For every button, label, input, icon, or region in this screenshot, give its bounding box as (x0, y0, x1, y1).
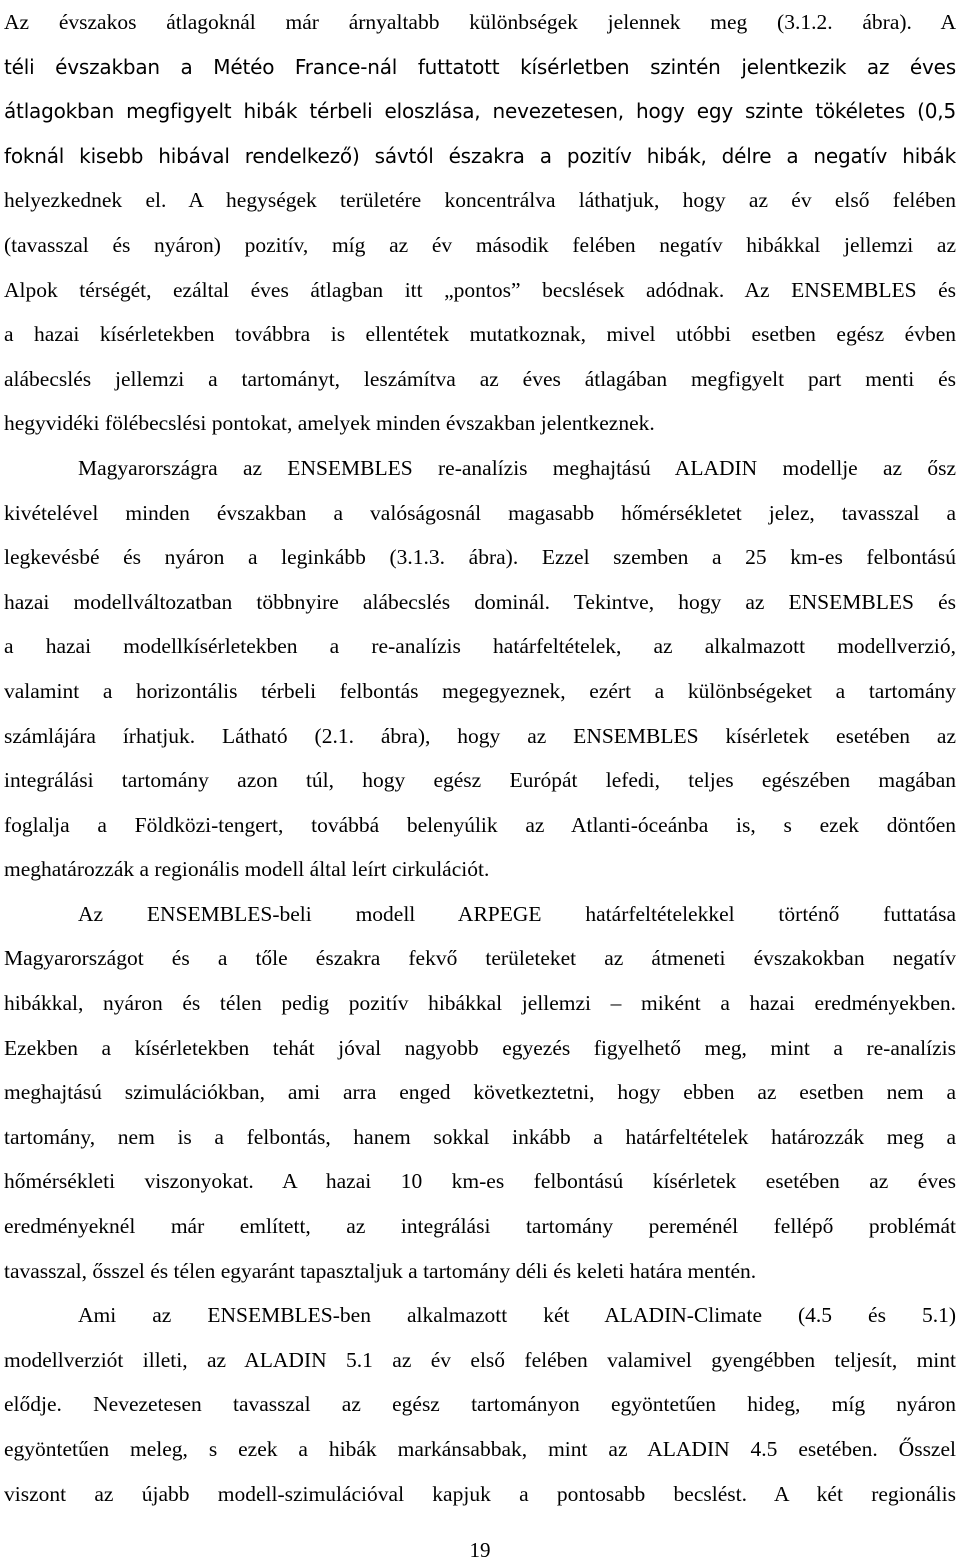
text-line: tartomány, nem is a felbontás, hanem sokkal inkább a határfeltételek határozzák meg a (4, 1124, 956, 1149)
text-line: Az ENSEMBLES-beli modell ARPEGE határfeltételekkel történő futtatása (78, 901, 956, 926)
text-line: tavasszal, ősszel és télen egyaránt tapasztaljuk a tartomány déli és keleti határa mentén. (4, 1258, 757, 1283)
text-line: alábecslés jellemzi a tartományt, leszámítva az éves átlagában megfigyelt part menti és (4, 366, 956, 391)
text-line: Ezekben a kísérletekben tehát jóval nagyobb egyezés figyelhető meg, mint a re-analízis (4, 1035, 956, 1060)
document-body (4, 0, 956, 1516)
text-line: egyöntetűen meleg, s ezek a hibák markánsabbak, mint az ALADIN 4.5 esetében. Ősszel (4, 1437, 956, 1461)
text-line: integrálási tartomány azon túl, hogy egész Európát lefedi, teljes egészében magában (4, 768, 956, 793)
text-line: számlájára írhatjuk. Látható (2.1. ábra), hogy az ENSEMBLES kísérletek esetében az (4, 723, 956, 748)
text-line: (tavasszal és nyáron) pozitív, míg az év második felében negatív hibákkal jellemzi az (4, 232, 956, 257)
text-line: Magyarországot és a tőle északra fekvő területeket az átmeneti évszakokban negatív (4, 946, 956, 971)
text-line: téli évszakban a Météo France-nál futtatott kísérletben szintén jelentkezik az éves (4, 54, 956, 79)
text-line: Ami az ENSEMBLES-ben alkalmazott két ALADIN-Climate (4.5 és 5.1) (78, 1303, 956, 1328)
text-line: legkevésbé és nyáron a leginkább (3.1.3. ábra). Ezzel szemben a 25 km-es felbontású (4, 545, 956, 570)
text-line: átlagokban megfigyelt hibák térbeli eloszlása, nevezetesen, hogy egy szinte tökéletes (0,5 (4, 99, 956, 124)
text-line: hegyvidéki fölébecslési pontokat, amelyek minden évszakban jelentkeznek. (4, 411, 655, 436)
text-line: valamint a horizontális térbeli felbontás megegyeznek, ezért a különbségeket a tartomány (4, 678, 956, 703)
paragraph-2 (4, 446, 956, 892)
text-line: kivételével minden évszakban a valóságosnál magasabb hőmérsékletet jelez, tavasszal a (4, 500, 956, 525)
text-line: meghatározzák a regionális modell által leírt cirkulációt. (4, 857, 490, 882)
text-line: hazai modellváltozatban többnyire alábecslés dominál. Tekintve, hogy az ENSEMBLES és (4, 589, 956, 614)
paragraph-4 (4, 1293, 956, 1516)
text-line: foknál kisebb hibával rendelkező) sávtól északra a pozitív hibák, délre a negatív hibák (4, 143, 956, 168)
paragraph-1 (4, 0, 956, 446)
page-number: 19 (469, 1538, 491, 1562)
text-line: modellverziót illeti, az ALADIN 5.1 az év első felében valamivel gyengébben teljesít, mint (4, 1347, 956, 1372)
text-line: Az évszakos átlagoknál már árnyaltabb különbségek jelennek meg (3.1.2. ábra). A (4, 10, 956, 34)
text-line: Magyarországra az ENSEMBLES re-analízis meghajtású ALADIN modellje az ősz (78, 455, 956, 480)
text-line: eredményeknél már említett, az integrálási tartomány pereménél fellépő problémát (4, 1214, 956, 1239)
text-line: meghajtású szimulációkban, ami arra enged következtetni, hogy ebben az esetben nem a (4, 1080, 956, 1105)
paragraph-3 (4, 892, 956, 1293)
text-line: viszont az újabb modell-szimulációval kapjuk a pontosabb becslést. A két regionális (4, 1481, 956, 1506)
text-line: Alpok térségét, ezáltal éves átlagban itt „pontos” becslések adódnak. Az ENSEMBLES és (4, 277, 956, 302)
text-line: a hazai modellkísérletekben a re-analízis határfeltételek, az alkalmazott modellverzió, (4, 634, 956, 659)
text-line: foglalja a Földközi-tengert, továbbá belenyúlik az Atlanti-óceánba is, s ezek döntően (4, 812, 956, 837)
text-line: hőmérsékleti viszonyokat. A hazai 10 km-es felbontású kísérletek esetében az éves (4, 1169, 956, 1194)
text-line: elődje. Nevezetesen tavasszal az egész tartományon egyöntetűen hideg, míg nyáron (4, 1392, 956, 1417)
text-line: helyezkednek el. A hegységek területére koncentrálva láthatjuk, hogy az év első felében (4, 188, 956, 213)
text-line: a hazai kísérletekben továbbra is ellentétek mutatkoznak, mivel utóbbi esetben egész évben (4, 322, 956, 347)
text-line: hibákkal, nyáron és télen pedig pozitív hibákkal jellemzi – miként a hazai eredményekben. (4, 991, 956, 1016)
